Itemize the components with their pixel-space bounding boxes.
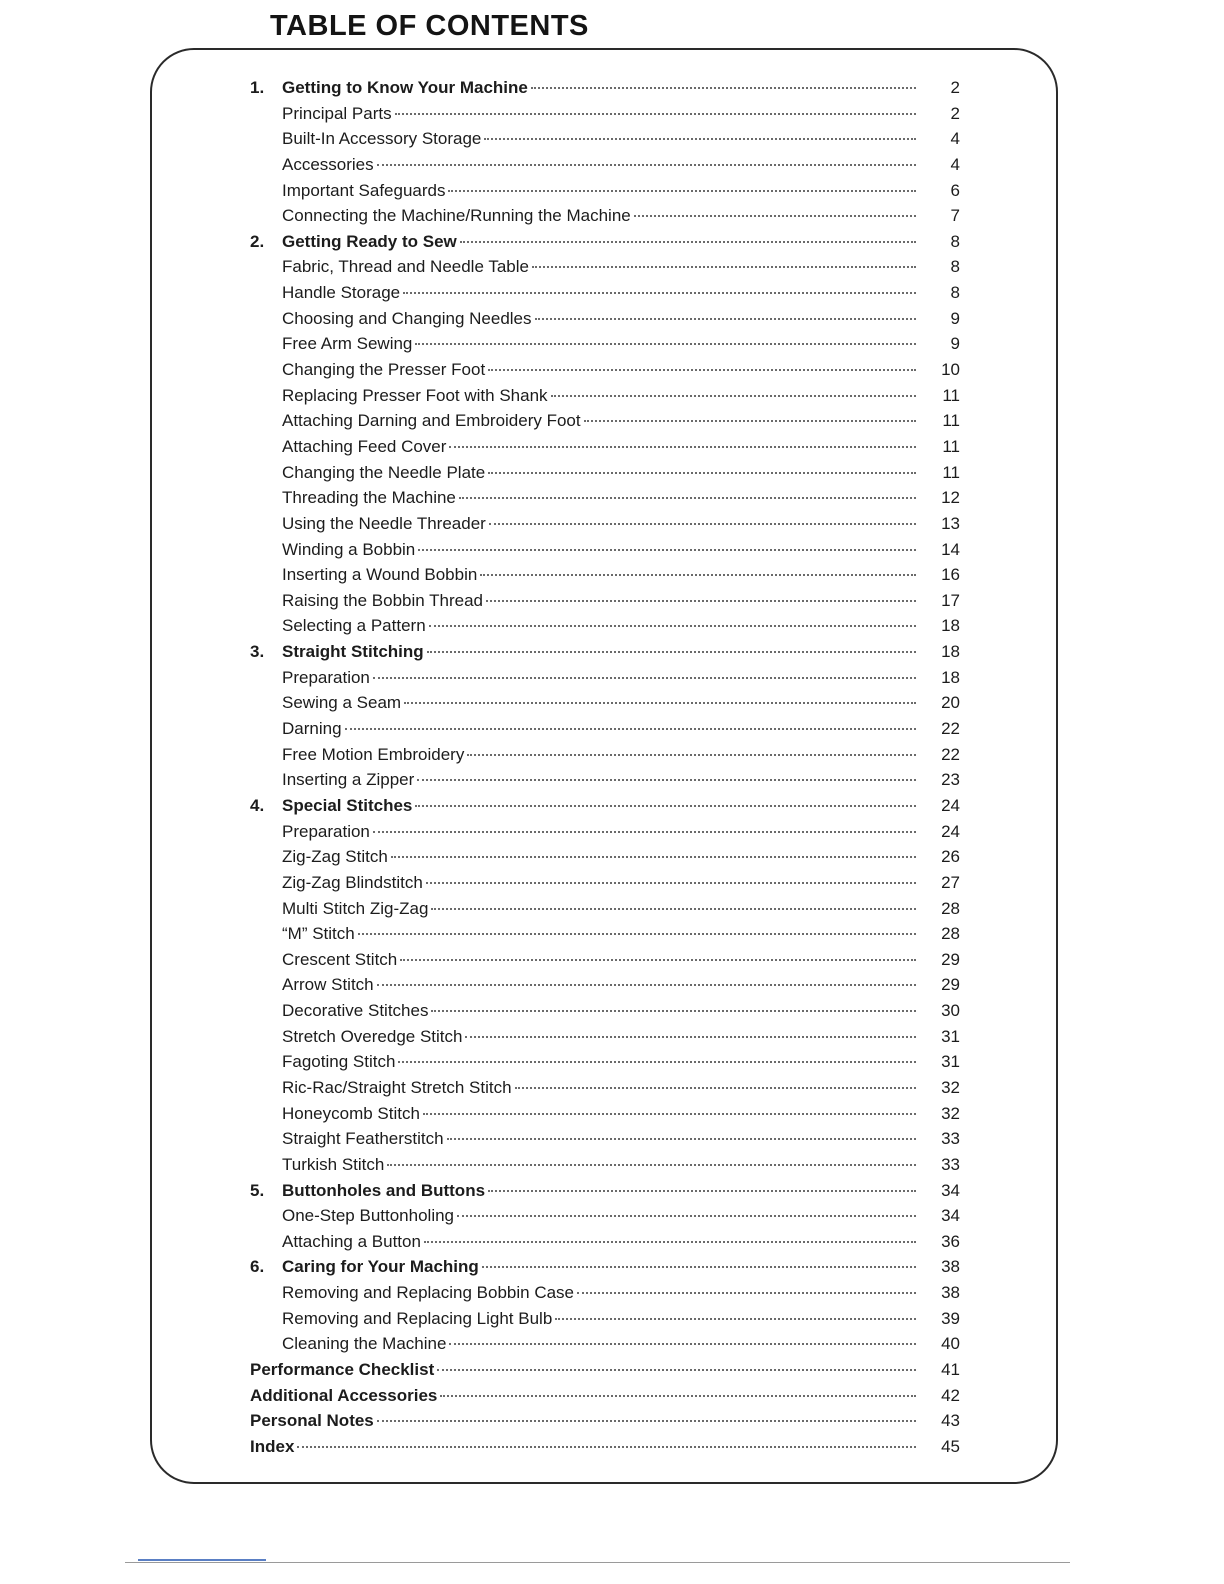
subsection-title: Darning: [282, 719, 342, 739]
toc-entry: [250, 636, 960, 662]
dot-leader: [515, 1087, 916, 1089]
page-number: 2: [950, 78, 960, 97]
subsection-title: Zig-Zag Blindstitch: [282, 872, 423, 892]
subsection-title: Free Arm Sewing: [282, 334, 413, 354]
dot-leader: [427, 651, 916, 653]
toc-entry: [250, 687, 960, 713]
toc-entry: [250, 1123, 960, 1149]
toc-entry: [250, 662, 960, 688]
subsection-title: Removing and Replacing Bobbin Case: [282, 1283, 575, 1303]
dot-leader: [535, 318, 916, 320]
subsection-title: Free Motion Embroidery: [282, 744, 465, 764]
toc-entry: [250, 1328, 960, 1354]
subsection-title: Decorative Stitches: [282, 1001, 429, 1021]
section-number: 4.: [250, 795, 265, 815]
dot-leader: [398, 1061, 916, 1063]
page-number: 8: [950, 231, 960, 251]
subsection-title: Fagoting Stitch: [282, 1052, 396, 1072]
toc-entry: [250, 893, 960, 919]
toc-list: [250, 72, 960, 1457]
page-number: 26: [941, 847, 960, 867]
dot-leader: [577, 1292, 916, 1294]
subsection-title: Zig-Zag Stitch: [282, 847, 388, 867]
section-number: 1.: [250, 78, 265, 97]
dot-leader: [395, 113, 916, 115]
subsection-title: Honeycomb Stitch: [282, 1103, 420, 1123]
subsection-title: Raising the Bobbin Thread: [282, 590, 483, 610]
toc-entry: [250, 944, 960, 970]
toc-entry: [250, 534, 960, 560]
dot-leader: [417, 779, 916, 781]
dot-leader: [345, 728, 916, 730]
toc-entry: [250, 200, 960, 226]
dot-leader: [387, 1164, 916, 1166]
page-number: 41: [941, 1360, 960, 1380]
page-number: 9: [950, 334, 960, 354]
toc-entry: [250, 1380, 960, 1406]
page-number: 8: [950, 257, 960, 277]
dot-leader: [551, 395, 916, 397]
toc-entry: [250, 816, 960, 842]
dot-leader: [460, 241, 916, 243]
page-number: 4: [950, 154, 960, 174]
dot-leader: [532, 266, 916, 268]
page-number: 24: [941, 821, 960, 841]
page-number: 33: [941, 1129, 960, 1149]
page-number: 11: [942, 462, 960, 482]
dot-leader: [484, 138, 916, 140]
dot-leader: [449, 1343, 916, 1345]
section-title: Getting to Know Your Machine: [282, 78, 528, 97]
toc-entry: [250, 585, 960, 611]
dot-leader: [418, 549, 916, 551]
dot-leader: [403, 292, 916, 294]
page-number: 38: [941, 1257, 960, 1277]
toc-entry: [250, 764, 960, 790]
page-number: 16: [941, 565, 960, 585]
toc-entry: [250, 1405, 960, 1431]
page-number: 22: [941, 744, 960, 764]
toc-entry: [250, 251, 960, 277]
dot-leader: [431, 1010, 916, 1012]
page-number: 39: [941, 1308, 960, 1328]
subsection-title: Changing the Needle Plate: [282, 462, 486, 482]
dot-leader: [555, 1318, 916, 1320]
page-number: 10: [941, 360, 960, 380]
dot-leader: [449, 446, 916, 448]
page-number: 9: [950, 308, 960, 328]
dot-leader: [377, 984, 916, 986]
toc-entry: [250, 175, 960, 201]
page-number: 29: [941, 975, 960, 995]
page-number: 31: [941, 1026, 960, 1046]
toc-entry: [250, 918, 960, 944]
toc-entry: [250, 328, 960, 354]
subsection-title: “M” Stitch: [282, 924, 355, 944]
footer-rule: [125, 1562, 1070, 1563]
toc-entry: [250, 277, 960, 303]
dot-leader: [400, 959, 916, 961]
subsection-title: Fabric, Thread and Needle Table: [282, 257, 529, 277]
subsection-title: Turkish Stitch: [282, 1154, 385, 1174]
dot-leader: [447, 1138, 916, 1140]
page-number: 29: [941, 949, 960, 969]
page-number: 38: [941, 1283, 960, 1303]
toc-entry: [250, 354, 960, 380]
dot-leader: [486, 600, 916, 602]
dot-leader: [429, 625, 916, 627]
page-number: 34: [941, 1206, 960, 1226]
page-number: 18: [941, 667, 960, 687]
page-number: 23: [941, 770, 960, 790]
toc-entry: [250, 1098, 960, 1124]
toc-entry: [250, 867, 960, 893]
toc-entry: [250, 739, 960, 765]
dot-leader: [448, 190, 916, 192]
page-number: 43: [941, 1411, 960, 1431]
subsection-title: Built-In Accessory Storage: [282, 129, 482, 149]
toc-entry: [250, 98, 960, 124]
dot-leader: [488, 472, 916, 474]
page-number: 4: [950, 129, 960, 149]
page-number: 30: [941, 1001, 960, 1021]
toc-entry: [250, 226, 960, 252]
page-number: 28: [941, 898, 960, 918]
section-title: Caring for Your Maching: [282, 1257, 479, 1277]
section-number: 3.: [250, 642, 265, 662]
page-number: 8: [950, 283, 960, 303]
page-number: 11: [942, 385, 960, 405]
dot-leader: [480, 574, 916, 576]
toc-entry: [250, 610, 960, 636]
page-number: 36: [941, 1231, 960, 1251]
subsection-title: One-Step Buttonholing: [282, 1206, 455, 1226]
appendix-title: Personal Notes: [250, 1411, 374, 1431]
appendix-title: Additional Accessories: [250, 1385, 438, 1405]
page-title: TABLE OF CONTENTS: [270, 10, 589, 42]
toc-entry: [250, 123, 960, 149]
dot-leader: [377, 164, 916, 166]
page-number: 45: [941, 1436, 960, 1456]
subsection-title: Principal Parts: [282, 103, 392, 123]
subsection-title: Connecting the Machine/Running the Machine: [282, 206, 631, 226]
subsection-title: Important Safeguards: [282, 180, 446, 200]
toc-entry: [250, 72, 960, 98]
subsection-title: Stretch Overedge Stitch: [282, 1026, 463, 1046]
page-number: 33: [941, 1154, 960, 1174]
subsection-title: Preparation: [282, 667, 370, 687]
subsection-title: Attaching Darning and Embroidery Foot: [282, 411, 581, 431]
dot-leader: [440, 1395, 916, 1397]
subsection-title: Threading the Machine: [282, 488, 456, 508]
subsection-title: Winding a Bobbin: [282, 539, 416, 559]
toc-entry: [250, 457, 960, 483]
subsection-title: Straight Featherstitch: [282, 1129, 444, 1149]
toc-entry: [250, 303, 960, 329]
page-number: 18: [941, 642, 960, 662]
subsection-title: Sewing a Seam: [282, 693, 402, 713]
toc-entry: [250, 1354, 960, 1380]
subsection-title: Cleaning the Machine: [282, 1334, 447, 1354]
toc-entry: [250, 431, 960, 457]
toc-entry: [250, 1072, 960, 1098]
section-title: Getting Ready to Sew: [282, 231, 457, 251]
toc-entry: [250, 482, 960, 508]
dot-leader: [358, 933, 916, 935]
page-number: 34: [941, 1180, 960, 1200]
toc-entry: [250, 1046, 960, 1072]
section-title: Straight Stitching: [282, 642, 424, 662]
dot-leader: [415, 805, 916, 807]
toc-entry: [250, 995, 960, 1021]
dot-leader: [423, 1113, 916, 1115]
page-number: 31: [941, 1052, 960, 1072]
page-number: 2: [950, 103, 960, 123]
dot-leader: [482, 1266, 916, 1268]
section-number: 6.: [250, 1257, 265, 1277]
page-number: 22: [941, 719, 960, 739]
dot-leader: [373, 831, 916, 833]
page-number: 6: [950, 180, 960, 200]
dot-leader: [377, 1420, 916, 1422]
page-number: 7: [950, 206, 960, 226]
toc-entry: [250, 1251, 960, 1277]
subsection-title: Preparation: [282, 821, 370, 841]
dot-leader: [488, 1190, 916, 1192]
toc-entry: [250, 1226, 960, 1252]
page-number: 18: [941, 616, 960, 636]
dot-leader: [424, 1241, 916, 1243]
dot-leader: [431, 908, 916, 910]
toc-entry: [250, 841, 960, 867]
toc-entry: [250, 1021, 960, 1047]
toc-entry: [250, 1303, 960, 1329]
dot-leader: [297, 1446, 916, 1448]
dot-leader: [531, 87, 916, 89]
subsection-title: Arrow Stitch: [282, 975, 374, 995]
page-number: 12: [941, 488, 960, 508]
subsection-title: Accessories: [282, 154, 374, 174]
toc-entry: [250, 713, 960, 739]
dot-leader: [404, 702, 916, 704]
subsection-title: Ric-Rac/Straight Stretch Stitch: [282, 1077, 512, 1097]
subsection-title: Selecting a Pattern: [282, 616, 426, 636]
subsection-title: Removing and Replacing Light Bulb: [282, 1308, 553, 1328]
section-number: 2.: [250, 231, 265, 251]
page-number: 40: [941, 1334, 960, 1354]
appendix-title: Index: [250, 1436, 295, 1456]
subsection-title: Handle Storage: [282, 283, 401, 303]
subsection-title: Multi Stitch Zig-Zag: [282, 898, 429, 918]
dot-leader: [373, 677, 916, 679]
footer-accent-line: [138, 1559, 266, 1561]
section-title: Buttonholes and Buttons: [282, 1180, 486, 1200]
page-number: 32: [941, 1103, 960, 1123]
subsection-title: Replacing Presser Foot with Shank: [282, 385, 548, 405]
page-number: 11: [942, 411, 960, 431]
toc-entry: [250, 1149, 960, 1175]
page-number: 20: [941, 693, 960, 713]
subsection-title: Attaching a Button: [282, 1231, 421, 1251]
page-number: 14: [941, 539, 960, 559]
dot-leader: [467, 754, 916, 756]
page-number: 32: [941, 1077, 960, 1097]
subsection-title: Using the Needle Threader: [282, 513, 486, 533]
dot-leader: [415, 343, 916, 345]
section-number: 5.: [250, 1180, 265, 1200]
toc-entry: [250, 1200, 960, 1226]
toc-entry: [250, 508, 960, 534]
toc-entry: [250, 149, 960, 175]
page-number: 28: [941, 924, 960, 944]
toc-entry: [250, 790, 960, 816]
dot-leader: [426, 882, 916, 884]
dot-leader: [584, 420, 916, 422]
dot-leader: [437, 1369, 916, 1371]
appendix-title: Performance Checklist: [250, 1360, 435, 1380]
dot-leader: [634, 215, 916, 217]
toc-entry: [250, 969, 960, 995]
toc-entry: [250, 1277, 960, 1303]
dot-leader: [489, 523, 916, 525]
page-number: 13: [941, 513, 960, 533]
dot-leader: [457, 1215, 916, 1217]
subsection-title: Inserting a Wound Bobbin: [282, 565, 478, 585]
toc-entry: [250, 405, 960, 431]
subsection-title: Choosing and Changing Needles: [282, 308, 532, 328]
section-title: Special Stitches: [282, 795, 413, 815]
dot-leader: [391, 856, 916, 858]
page-number: 11: [942, 436, 960, 456]
subsection-title: Inserting a Zipper: [282, 770, 415, 790]
toc-entry: [250, 1431, 960, 1457]
toc-entry: [250, 380, 960, 406]
page-number: 42: [941, 1385, 960, 1405]
dot-leader: [459, 497, 916, 499]
page-number: 17: [941, 590, 960, 610]
subsection-title: Crescent Stitch: [282, 949, 398, 969]
dot-leader: [465, 1036, 916, 1038]
toc-entry: [250, 1175, 960, 1201]
page-number: 27: [941, 872, 960, 892]
toc-entry: [250, 559, 960, 585]
subsection-title: Changing the Presser Foot: [282, 360, 486, 380]
page-number: 24: [941, 795, 960, 815]
subsection-title: Attaching Feed Cover: [282, 436, 447, 456]
dot-leader: [488, 369, 916, 371]
